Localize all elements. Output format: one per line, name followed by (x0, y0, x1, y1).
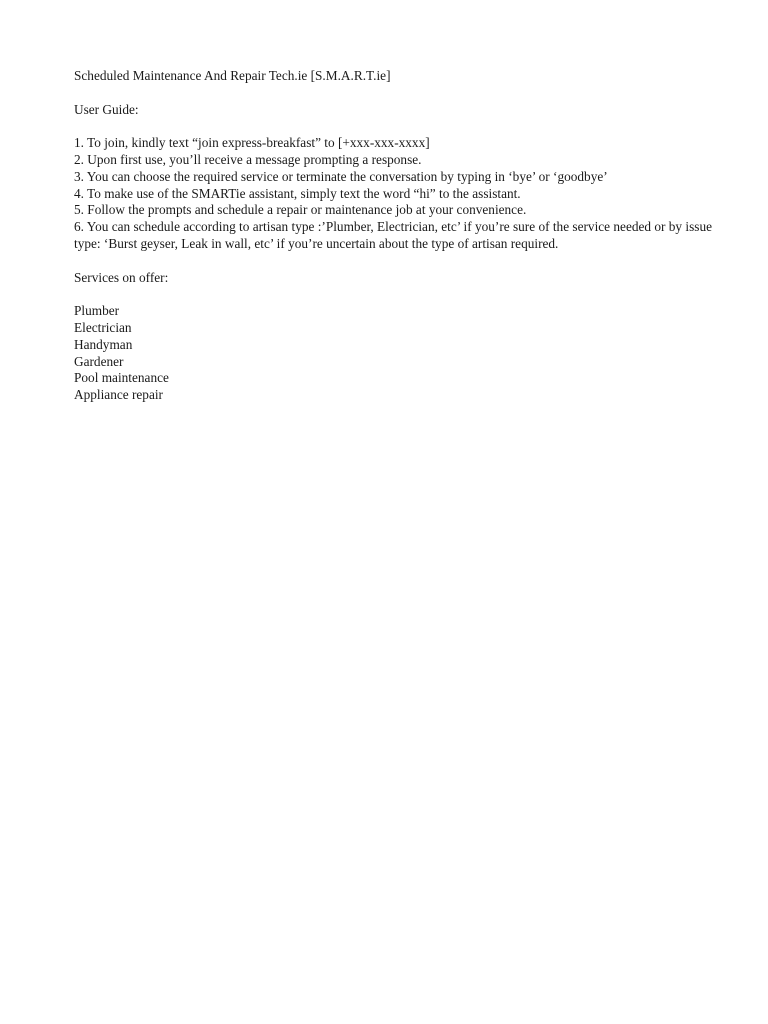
service-item: Pool maintenance (74, 370, 169, 386)
guide-step: 5. Follow the prompts and schedule a repair or maintenance job at your convenience. (74, 202, 527, 218)
guide-step: 4. To make use of the SMARTie assistant, simply text the word “hi” to the assistant. (74, 185, 521, 201)
user-guide-steps (74, 135, 714, 253)
document-body (74, 68, 714, 404)
spacer (74, 286, 714, 303)
spacer (74, 253, 714, 270)
guide-step: 6. You can schedule according to artisan type :’Plumber, Electrician, etc’ if you’re sure of the service needed or by issue type: ‘Burst geyser, Leak in wall, etc’ if you’re uncertain about the type of artisan required. (74, 219, 712, 251)
guide-step: 3. You can choose the required service or terminate the conversation by typing in ‘bye’ or ‘goodbye’ (74, 168, 608, 184)
services-heading: Services on offer: (74, 269, 169, 285)
document-title: Scheduled Maintenance And Repair Tech.ie [S.M.A.R.T.ie] (74, 68, 391, 83)
service-item: Appliance repair (74, 387, 163, 403)
user-guide-heading: User Guide: (74, 101, 139, 117)
guide-step: 2. Upon first use, you’ll receive a message prompting a response. (74, 151, 422, 167)
service-item: Electrician (74, 319, 132, 335)
guide-step: 1. To join, kindly text “join express-breakfast” to [+xxx-xxx-xxxx] (74, 135, 430, 151)
service-item: Plumber (74, 303, 120, 319)
services-list (74, 303, 714, 404)
spacer (74, 85, 714, 102)
service-item: Gardener (74, 353, 124, 369)
service-item: Handyman (74, 336, 133, 352)
spacer (74, 118, 714, 135)
